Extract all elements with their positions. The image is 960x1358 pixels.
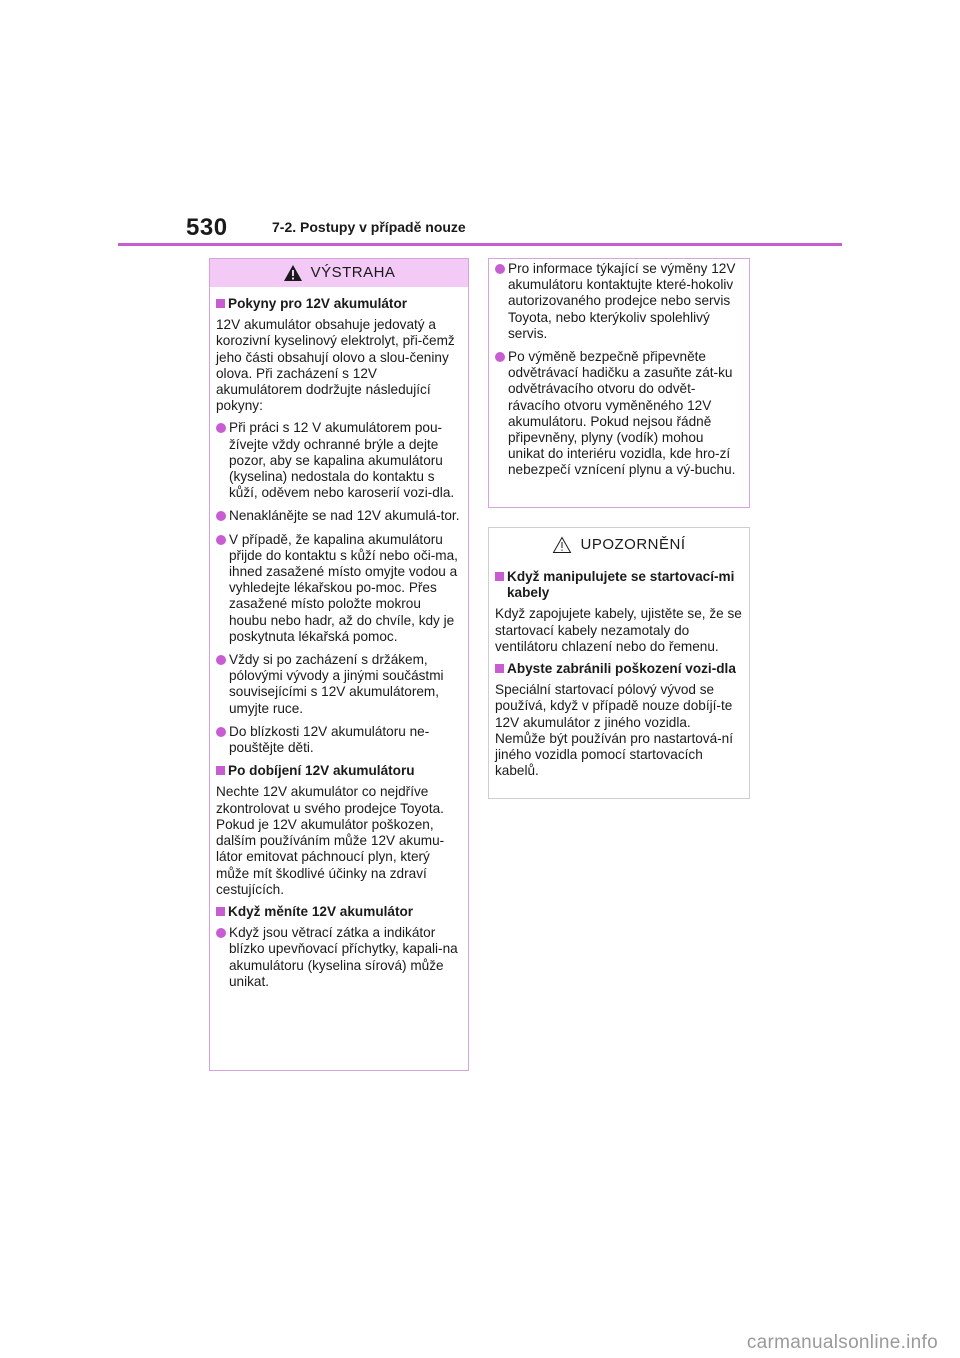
notice-box xyxy=(488,527,750,799)
notice-heading-prevent-damage: Abyste zabránili poškození vozi-dla xyxy=(495,661,743,677)
warning-heading-after-charging: Po dobíjení 12V akumulátoru xyxy=(216,763,462,779)
warning-continuation-box xyxy=(488,258,750,508)
section-title: 7-2. Postupy v případě nouze xyxy=(272,219,466,235)
warning-continuation-body xyxy=(489,259,749,479)
warning-bullet: Vždy si po zacházení s držákem, pólovými vývody a jinými součástmi souvisejícími s 12V akumulátorem, umyjte ruce. xyxy=(216,652,462,717)
header-rule xyxy=(118,243,842,246)
warning-paragraph: Nechte 12V akumulátor co nejdříve zkontrolovat u svého prodejce Toyota. Pokud je 12V akumulátor poškozen, dalším používáním může 12V akumu-látor emitovat páchnoucí plyn, který může mít škodlivé účinky na zdraví cestujících. xyxy=(216,784,445,897)
warning-header xyxy=(210,259,468,287)
caution-triangle-icon xyxy=(552,536,572,554)
warning-bullet: Pro informace týkající se výměny 12V akumulátoru kontaktujte které-hokoliv autorizovaného prodejce nebo servis Toyota, nebo kterýkoliv spolehlivý servis. xyxy=(495,261,743,342)
warning-bullet: Při práci s 12 V akumulátorem pou-žívejte vždy ochranné brýle a dejte pozor, aby se kapalina akumulátoru (kyselina) nedostala do kontaktu s kůží, oděvem nebo karoserií vozi-dla. xyxy=(216,420,462,501)
warning-body xyxy=(210,287,468,990)
notice-paragraph: Speciální startovací pólový vývod se používá, když v případě nouze dobíjí-te 12V akumulátor z jiného vozidla. Nemůže být používán pro nastartová-ní jiného vozidla pomocí startovacích kabelů. xyxy=(495,682,734,779)
warning-triangle-icon xyxy=(283,264,303,282)
warning-paragraph: 12V akumulátor obsahuje jedovatý a korozivní kyselinový elektrolyt, při-čemž jeho části obsahují olovo a slou-čeniny olova. Při zacházení s 12V akumulátorem dodržujte následující pokyny: xyxy=(216,317,455,414)
watermark: carmanualsonline.info xyxy=(746,1332,938,1353)
page-number: 530 xyxy=(186,214,228,241)
notice-header xyxy=(489,530,749,560)
warning-heading-battery-instructions: Pokyny pro 12V akumulátor xyxy=(216,296,462,312)
notice-paragraph: Když zapojujete kabely, ujistěte se, že se startovací kabely nezamotaly do ventilátoru chlazení nebo do řemenu. xyxy=(495,606,742,654)
notice-body xyxy=(489,560,749,779)
warning-title: VÝSTRAHA xyxy=(310,263,396,281)
warning-bullet: Do blízkosti 12V akumulátoru ne-pouštějte děti. xyxy=(216,724,462,756)
warning-bullet: Když jsou větrací zátka a indikátor blízko upevňovací příchytky, kapali-na akumulátoru (kyselina sírová) může unikat. xyxy=(216,925,462,990)
notice-heading-jumper-cables: Když manipulujete se startovací-mi kabely xyxy=(495,569,743,601)
warning-bullet: V případě, že kapalina akumulátoru přijde do kontaktu s kůží nebo oči-ma, ihned zasažené místo omyjte vodou a vyhledejte lékařskou po-moc. Přes zasažené místo položte mokrou houbu nebo hadr, až do chvíle, kdy je poskytnuta lékařská pomoc. xyxy=(216,532,462,645)
notice-title: UPOZORNĚNÍ xyxy=(580,535,686,553)
warning-heading-replacing-battery: Když měníte 12V akumulátor xyxy=(216,904,462,920)
warning-bullet: Nenaklánějte se nad 12V akumulá-tor. xyxy=(216,508,462,524)
warning-box xyxy=(209,258,469,1071)
warning-bullet: Po výměně bezpečně připevněte odvětrávací hadičku a zasuňte zát-ku odvětrávacího otvoru do odvět-rávacího otvoru vyměněného 12V akumulátoru. Pokud nejsou řádně připevněny, plyny (vodík) mohou unikat do interiéru vozidla, kde hro-zí nebezpečí vznícení plynu a vý-buchu. xyxy=(495,349,743,479)
